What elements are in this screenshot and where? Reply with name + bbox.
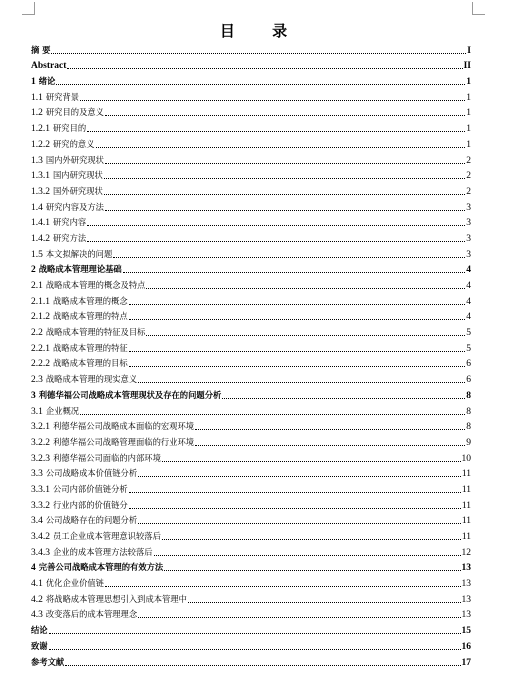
toc-entry-label	[31, 60, 66, 72]
page-corner-mark-top-right	[472, 2, 485, 15]
toc-leader-dots	[105, 115, 465, 116]
toc-page-number: 8	[466, 422, 471, 433]
toc-entry[interactable]	[31, 496, 471, 512]
toc-leader-dots	[195, 429, 465, 430]
toc-section-number: 1.4.2	[31, 233, 50, 244]
toc-leader-dots	[154, 555, 461, 556]
toc-entry[interactable]	[31, 72, 471, 88]
toc-entry-label	[31, 169, 103, 182]
toc-page-number: 3	[466, 218, 471, 229]
toc-entry-title: 研究目的及意义	[45, 107, 104, 118]
toc-leader-dots	[138, 617, 460, 618]
toc-entry[interactable]	[31, 418, 471, 434]
toc-entry[interactable]	[31, 292, 471, 308]
toc-section-number: 3.3	[31, 469, 43, 480]
toc-section-number: 2.2	[31, 328, 43, 339]
toc-entry-label	[31, 452, 161, 465]
toc-entry-label	[31, 357, 128, 370]
toc-section-number: 1.2.1	[31, 124, 50, 135]
toc-page-number: 8	[466, 406, 471, 417]
toc-section-number: 2	[31, 265, 36, 276]
toc-page-number: 1	[466, 108, 471, 119]
toc-entry-label	[31, 530, 161, 543]
toc-leader-dots	[105, 586, 461, 587]
toc-leader-dots	[162, 539, 461, 540]
toc-page-number: 10	[461, 453, 471, 464]
toc-entry-title: 战略成本管理的概念及特点	[45, 280, 146, 290]
toc-entry-label	[31, 467, 137, 480]
toc-entry-title: Abstract	[31, 61, 67, 72]
toc-page-number: 13	[461, 610, 471, 621]
toc-entry-label	[31, 310, 128, 323]
toc-leader-dots	[222, 398, 465, 399]
toc-entry-label	[31, 656, 64, 669]
toc-entry[interactable]	[31, 229, 471, 245]
toc-page-number: 16	[461, 641, 471, 652]
toc-entry-label	[31, 106, 104, 119]
toc-entry[interactable]	[31, 135, 471, 151]
toc-page-number: 8	[466, 390, 471, 401]
toc-entry-title: 优化企业价值链	[45, 578, 104, 589]
toc-entry-label	[31, 263, 122, 276]
toc-entry-label	[31, 420, 194, 433]
toc-page-number: 15	[461, 626, 471, 637]
toc-entry[interactable]	[31, 512, 471, 528]
toc-entry-label	[31, 624, 48, 637]
toc-entry[interactable]	[31, 559, 471, 575]
toc-page-number: 11	[461, 500, 471, 511]
toc-page-number: 9	[466, 437, 471, 448]
toc-leader-dots	[67, 68, 462, 69]
toc-leader-dots	[113, 257, 465, 258]
toc-entry-title: 战略成本管理理论基础	[38, 264, 122, 275]
toc-entry[interactable]	[31, 167, 471, 183]
toc-section-number: 1	[31, 77, 36, 88]
toc-entry-title: 战略成本管理的特点	[53, 311, 128, 322]
toc-entry[interactable]	[31, 653, 471, 669]
toc-leader-dots	[65, 665, 460, 666]
toc-entry-label	[31, 138, 95, 151]
toc-entry-title: 本文拟解决的问题	[45, 248, 113, 259]
toc-entry[interactable]	[31, 370, 471, 386]
toc-section-number: 3.3.2	[31, 500, 50, 511]
toc-entry[interactable]	[31, 276, 471, 292]
toc-page-number: 11	[461, 532, 471, 542]
toc-page-number: 5	[466, 328, 471, 339]
toc-entry-title: 企业的成本管理方法较落后	[53, 546, 153, 557]
toc-page-number: 12	[461, 547, 471, 558]
toc-entry-title: 利德华福公司面临的内部环境	[53, 452, 161, 463]
toc-section-number: 4.3	[31, 610, 43, 621]
toc-section-number: 3.2.1	[31, 422, 50, 433]
toc-entry-title: 战略成本管理的特征及目标	[45, 327, 146, 338]
toc-section-number: 2.1.2	[31, 312, 50, 323]
toc-leader-dots	[129, 351, 466, 352]
toc-section-number: 3.2.2	[31, 437, 50, 448]
toc-entry-title: 完善公司战略成本管理的有效方法	[38, 562, 164, 573]
toc-section-number: 2.2.1	[31, 343, 50, 354]
toc-page-number: 11	[461, 484, 471, 495]
toc-section-number: 4.2	[31, 594, 43, 605]
toc-leader-dots	[146, 335, 465, 336]
toc-leader-dots	[129, 304, 466, 305]
toc-entry-label	[31, 216, 86, 229]
toc-leader-dots	[87, 131, 465, 132]
toc-entry-title: 将战略成本管理思想引入到成本管理中	[45, 593, 187, 604]
toc-leader-dots	[96, 147, 466, 148]
toc-entry-title: 改变落后的成本管理理念	[45, 609, 138, 620]
toc-page-number: 5	[466, 343, 471, 354]
toc-entry[interactable]	[31, 355, 471, 371]
toc-section-number: 3.4.2	[31, 532, 50, 542]
toc-page-number: 2	[466, 171, 471, 182]
toc-page-number: 4	[466, 281, 471, 291]
toc-entry[interactable]	[31, 386, 471, 402]
toc-entry[interactable]	[31, 182, 471, 198]
toc-entry-title: 参考文献	[31, 656, 65, 667]
toc-entry-title: 研究背景	[45, 91, 80, 102]
toc-leader-dots	[129, 319, 466, 320]
toc-page-number: 4	[466, 296, 471, 307]
toc-page-number: 3	[466, 249, 471, 260]
toc-section-number: 1.5	[31, 249, 43, 260]
toc-entry-title: 致谢	[31, 640, 48, 651]
toc-entry-label	[31, 577, 104, 590]
toc-leader-dots	[49, 649, 461, 650]
table-of-contents	[31, 41, 471, 669]
toc-entry-label	[31, 75, 55, 88]
toc-page-number: 6	[466, 375, 471, 386]
toc-leader-dots	[138, 382, 465, 383]
toc-title: 目 录	[219, 22, 304, 40]
toc-entry-label	[31, 91, 79, 104]
toc-entry-label	[31, 342, 128, 355]
toc-entry-title: 研究内容	[53, 217, 87, 228]
toc-entry[interactable]	[31, 323, 471, 339]
toc-page-number: 11	[461, 469, 471, 480]
toc-page-number: 13	[461, 563, 471, 574]
toc-entry[interactable]	[31, 151, 471, 167]
toc-entry-label	[31, 561, 163, 574]
toc-section-number: 3.1	[31, 406, 43, 417]
toc-section-number: 4.1	[31, 579, 43, 590]
toc-section-number: 1.4	[31, 202, 43, 213]
toc-page-number: 3	[466, 202, 471, 213]
toc-entry[interactable]	[31, 449, 471, 465]
toc-leader-dots	[105, 163, 465, 164]
toc-section-number: 3.4.3	[31, 547, 50, 558]
toc-section-number: 3.3.1	[31, 484, 50, 495]
toc-entry[interactable]	[31, 41, 471, 57]
toc-page-number: 4	[466, 312, 471, 323]
toc-entry[interactable]	[31, 402, 471, 418]
toc-entry[interactable]	[31, 88, 471, 104]
toc-entry[interactable]	[31, 621, 471, 637]
toc-entry-title: 利德华福公司战略管理面临的行业环境	[53, 436, 195, 447]
toc-entry-title: 国外研究现状	[53, 185, 103, 196]
toc-entry-title: 利德华福公司战略成本面临的宏观环境	[53, 421, 195, 432]
toc-section-number: 3	[31, 390, 36, 401]
toc-page-number: 1	[466, 139, 471, 150]
toc-entry[interactable]	[31, 574, 471, 590]
toc-entry-title: 国内研究现状	[53, 170, 103, 181]
toc-entry-title: 绪论	[38, 76, 56, 87]
toc-section-number: 1.3.2	[31, 186, 50, 197]
toc-entry-label	[31, 373, 137, 386]
toc-entry-label	[31, 593, 187, 606]
toc-entry-title: 结论	[31, 625, 48, 636]
toc-entry-label	[31, 122, 86, 135]
toc-leader-dots	[104, 178, 465, 179]
toc-leader-dots	[129, 492, 461, 493]
toc-entry[interactable]	[31, 57, 471, 73]
toc-leader-dots	[51, 53, 466, 54]
toc-entry-label	[31, 279, 145, 292]
toc-page-number: 3	[466, 233, 471, 244]
toc-entry-label	[31, 154, 104, 167]
toc-page-number: 1	[466, 92, 471, 103]
toc-entry-title: 公司战略存在的问题分析	[45, 515, 138, 526]
toc-leader-dots	[87, 241, 465, 242]
toc-section-number: 1.3.1	[31, 171, 50, 182]
toc-entry-title: 战略成本管理的特征	[53, 342, 128, 353]
toc-entry-title: 国内外研究现状	[45, 154, 104, 165]
toc-section-number: 2.1.1	[31, 296, 50, 307]
toc-leader-dots	[195, 445, 465, 446]
toc-leader-dots	[146, 288, 465, 289]
toc-section-number: 1.4.1	[31, 218, 50, 229]
toc-entry-label	[31, 295, 128, 308]
toc-entry-label	[31, 499, 128, 512]
toc-section-number: 1.1	[31, 92, 43, 103]
toc-leader-dots	[80, 100, 465, 101]
toc-page-number: 1	[466, 77, 471, 88]
toc-page-number: 13	[461, 579, 471, 590]
toc-leader-dots	[138, 476, 461, 477]
toc-page-number: I	[467, 45, 471, 56]
toc-leader-dots	[49, 633, 461, 634]
toc-entry[interactable]	[31, 245, 471, 261]
toc-section-number: 1.3	[31, 155, 43, 166]
toc-entry-label	[31, 405, 79, 418]
toc-entry-label	[31, 232, 86, 245]
toc-entry[interactable]	[31, 214, 471, 230]
toc-entry-title: 战略成本管理的概念	[53, 295, 128, 306]
toc-entry-label	[31, 185, 103, 198]
toc-leader-dots	[188, 602, 461, 603]
toc-page-number: 6	[466, 359, 471, 370]
toc-section-number: 2.3	[31, 375, 43, 386]
toc-leader-dots	[164, 570, 460, 571]
toc-leader-dots	[56, 84, 465, 85]
toc-section-number: 3.2.3	[31, 453, 50, 464]
toc-page-number: 2	[466, 155, 471, 166]
toc-entry-title: 研究的意义	[53, 138, 95, 149]
toc-entry[interactable]	[31, 339, 471, 355]
toc-section-number: 2.2.2	[31, 359, 50, 370]
toc-page-number: 4	[466, 265, 471, 276]
toc-leader-dots	[104, 194, 465, 195]
toc-entry[interactable]	[31, 465, 471, 481]
toc-entry-title: 研究方法	[53, 232, 87, 243]
toc-entry-label	[31, 248, 112, 261]
toc-entry-title: 利德华福公司战略成本管理现状及存在的问题分析	[38, 389, 222, 400]
toc-leader-dots	[129, 366, 466, 367]
toc-leader-dots	[123, 272, 466, 273]
toc-entry-title: 战略成本管理的目标	[53, 358, 128, 369]
toc-entry-label	[31, 608, 137, 621]
toc-entry-label	[31, 389, 221, 402]
toc-entry-label	[31, 326, 145, 339]
toc-entry[interactable]	[31, 261, 471, 277]
toc-page-number: 2	[466, 186, 471, 197]
toc-section-number: 4	[31, 563, 36, 574]
toc-entry[interactable]	[31, 198, 471, 214]
toc-entry[interactable]	[31, 590, 471, 606]
toc-entry[interactable]	[31, 104, 471, 120]
toc-entry-title: 公司内部价值链分析	[53, 483, 128, 494]
toc-entry-title: 研究内容及方法	[45, 201, 104, 212]
toc-entry-title: 行业内部的价值链分	[53, 499, 128, 510]
toc-page-number: II	[463, 61, 471, 72]
toc-entry-label	[31, 436, 194, 449]
toc-page-number: 1	[466, 124, 471, 135]
toc-section-number: 1.2	[31, 108, 43, 119]
toc-page-number: 13	[461, 594, 471, 605]
toc-entry[interactable]	[31, 119, 471, 135]
toc-entry[interactable]	[31, 543, 471, 559]
toc-page-number: 17	[461, 657, 471, 668]
toc-leader-dots	[129, 508, 461, 509]
toc-entry-title: 员工企业成本管理意识较落后	[53, 531, 161, 541]
toc-entry-title: 研究目的	[53, 123, 87, 134]
toc-entry-title: 摘 要	[31, 44, 51, 55]
toc-entry-title: 战略成本管理的现实意义	[45, 374, 138, 385]
toc-leader-dots	[162, 461, 461, 462]
toc-entry[interactable]	[31, 480, 471, 496]
page-corner-mark-top-left	[22, 2, 35, 15]
toc-leader-dots	[138, 523, 461, 524]
toc-section-number: 3.4	[31, 516, 43, 527]
toc-section-number: 2.1	[31, 281, 43, 291]
toc-entry[interactable]	[31, 606, 471, 622]
toc-leader-dots	[80, 414, 465, 415]
toc-entry-label	[31, 546, 153, 559]
toc-entry-label	[31, 44, 50, 57]
toc-entry[interactable]	[31, 308, 471, 324]
toc-section-number: 1.2.2	[31, 139, 50, 150]
toc-page-number: 11	[461, 516, 471, 527]
toc-leader-dots	[87, 225, 465, 226]
toc-entry-title: 企业概况	[45, 405, 80, 416]
toc-entry[interactable]	[31, 433, 471, 449]
toc-entry-label	[31, 640, 48, 653]
toc-leader-dots	[105, 210, 465, 211]
toc-entry-label	[31, 514, 137, 527]
toc-entry[interactable]	[31, 527, 471, 543]
toc-entry-label	[31, 483, 128, 496]
toc-entry-title: 公司战略成本价值链分析	[45, 468, 138, 479]
toc-entry-label	[31, 201, 104, 214]
toc-entry[interactable]	[31, 637, 471, 653]
